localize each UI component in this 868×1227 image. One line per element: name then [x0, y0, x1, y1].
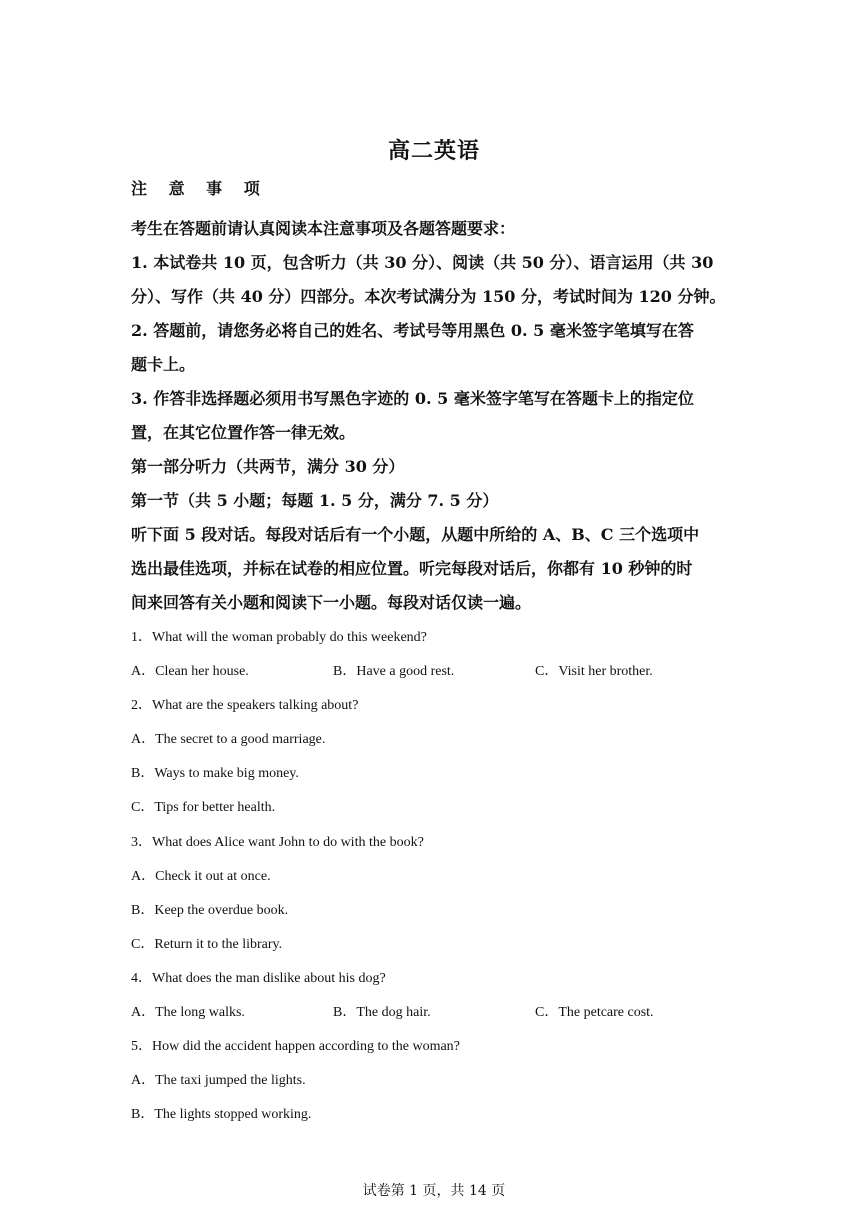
- notice-heading: 注 意 事 项: [131, 179, 268, 198]
- question-2-option-c: C．Tips for better health.: [131, 800, 276, 815]
- question-5-stem: 5．How did the accident happen according to the woman?: [131, 1039, 460, 1054]
- notice-item-2-line-1: 2. 答题前，请您务必将自己的姓名、考试号等用黑色 0. 5 毫米签字笔填写在答: [131, 321, 694, 340]
- notice-item-3-line-1: 3. 作答非选择题必须用书写黑色字迹的 0. 5 毫米签字笔写在答题卡上的指定位: [131, 389, 694, 408]
- question-2-option-a: A．The secret to a good marriage.: [131, 732, 326, 747]
- question-4-stem: 4．What does the man dislike about his dog?: [131, 971, 386, 986]
- question-1-stem: 1．What will the woman probably do this weekend?: [131, 630, 427, 645]
- notice-item-2-line-2: 题卡上。: [131, 355, 196, 374]
- question-1-option-a: A．Clean her house.: [131, 664, 249, 679]
- notice-item-3-line-2: 置，在其它位置作答一律无效。: [131, 423, 356, 442]
- question-5-option-b: B．The lights stopped working.: [131, 1107, 312, 1122]
- notice-item-1-line-2: 分）、写作（共 40 分）四部分。本次考试满分为 150 分，考试时间为 120 分钟。: [131, 287, 726, 306]
- page-footer: 试卷第 1 页，共 14 页: [362, 1183, 506, 1199]
- instructions-line-1: 听下面 5 段对话。每段对话后有一个小题，从题中所给的 A、B、C 三个选项中: [131, 525, 700, 544]
- instructions-line-2: 选出最佳选项，并标在试卷的相应位置。听完每段对话后，你都有 10 秒钟的时: [131, 559, 693, 578]
- part1-heading: 第一部分听力（共两节，满分 30 分）: [131, 457, 405, 476]
- question-3-option-a: A．Check it out at once.: [131, 869, 271, 884]
- question-4-option-b: B．The dog hair.: [333, 1005, 431, 1020]
- question-4-option-a: A．The long walks.: [131, 1005, 245, 1020]
- question-1-option-c: C．Visit her brother.: [535, 664, 653, 679]
- question-3-option-b: B．Keep the overdue book.: [131, 903, 289, 918]
- question-3-stem: 3．What does Alice want John to do with the book?: [131, 835, 424, 850]
- question-4-option-c: C．The petcare cost.: [535, 1005, 654, 1020]
- notice-intro: 考生在答题前请认真阅读本注意事项及各题答题要求：: [131, 219, 516, 238]
- instructions-line-3: 间来回答有关小题和阅读下一小题。每段对话仅读一遍。: [131, 593, 532, 612]
- question-1-option-b: B．Have a good rest.: [333, 664, 455, 679]
- exam-title: 高二英语: [387, 138, 480, 164]
- question-5-option-a: A．The taxi jumped the lights.: [131, 1073, 306, 1088]
- section1-heading: 第一节（共 5 小题；每题 1. 5 分，满分 7. 5 分）: [131, 491, 499, 510]
- question-3-option-c: C．Return it to the library.: [131, 937, 283, 952]
- notice-block: [131, 212, 741, 620]
- notice-item-1-line-1: 1. 本试卷共 10 页，包含听力（共 30 分）、阅读（共 50 分）、语言运用（共 30: [131, 253, 714, 272]
- question-2-option-b: B．Ways to make big money.: [131, 766, 299, 781]
- question-2-stem: 2．What are the speakers talking about?: [131, 698, 359, 713]
